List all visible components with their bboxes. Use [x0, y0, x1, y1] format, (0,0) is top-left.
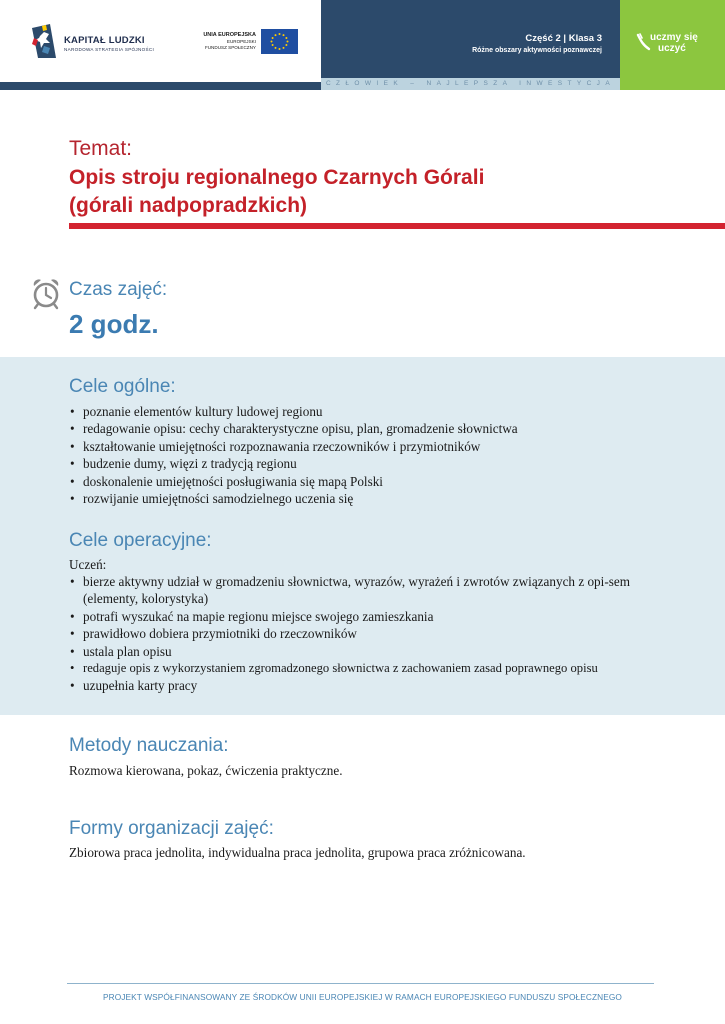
duration-label: Czas zajęć: — [69, 279, 168, 300]
eu-label-line3: FUNDUSZ SPOŁECZNY — [204, 45, 256, 50]
list-item: • redagowanie opisu: cechy charakterystyczne opisu, plan, gromadzenie słownictwa — [69, 420, 518, 437]
footer-divider — [67, 983, 654, 984]
eu-label-line2: EUROPEJSKI — [226, 39, 256, 44]
uczmy-sie-uczyc-logo — [636, 32, 716, 58]
brand-line2: uczyć — [658, 43, 686, 54]
page-header — [0, 0, 725, 90]
kapital-ludzki-logo-icon — [30, 22, 60, 60]
brand-line1: uczmy się — [650, 32, 698, 43]
alarm-clock-icon — [31, 277, 61, 310]
topic-label: Temat: — [69, 137, 133, 160]
list-item: • rozwijanie umiejętności samodzielnego uczenia się — [69, 490, 518, 507]
general-goals-list — [69, 403, 518, 507]
general-goals-heading: Cele ogólne: — [69, 376, 176, 397]
header-tagline: CZŁOWIEK – NAJLEPSZA INWESTYCJA — [321, 78, 620, 90]
operational-goals-list — [69, 573, 659, 695]
footer-text: PROJEKT WSPÓŁFINANSOWANY ZE ŚRODKÓW UNII EUROPEJSKIEJ W RAMACH EUROPEJSKIEGO FUNDUSZU SPOŁECZNEGO — [103, 992, 622, 1002]
eu-flag-icon — [261, 29, 298, 54]
list-item: • redaguje opis z wykorzystaniem zgromadzonego słownictwa z zachowaniem zasad poprawnego opisu — [69, 660, 659, 677]
areas-label: Różne obszary aktywności poznawczej — [472, 47, 602, 54]
header-left-bar — [0, 82, 321, 90]
topic-title — [69, 164, 484, 220]
list-item: • bierze aktywny udział w gromadzeniu słownictwa, wyrazów, wyrażeń i zwrotów związanych z opi-sem (elementy, kolorystyka) — [69, 573, 659, 608]
list-item: • potrafi wyszukać na mapie regionu miejsce swojego zamieszkania — [69, 608, 659, 625]
part-class-label: Część 2 | Klasa 3 — [525, 33, 602, 44]
forms-heading: Formy organizacji zajęć: — [69, 818, 274, 839]
list-item: • uzupełnia karty pracy — [69, 677, 659, 694]
list-item: • budzenie dumy, więzi z tradycją regionu — [69, 455, 518, 472]
kapital-ludzki-subtitle: NARODOWA STRATEGIA SPÓJNOŚCI — [64, 47, 155, 52]
kapital-ludzki-title: KAPITAŁ LUDZKI — [64, 35, 145, 46]
duration-value: 2 godz. — [69, 309, 159, 339]
operational-goals-intro: Uczeń: — [69, 557, 107, 572]
forms-text: Zbiorowa praca jednolita, indywidualna praca jednolita, grupowa praca zróżnicowana. — [69, 845, 526, 860]
operational-goals-heading: Cele operacyjne: — [69, 530, 212, 551]
list-item: • kształtowanie umiejętności rozpoznawania rzeczowników i przymiotników — [69, 438, 518, 455]
topic-divider — [69, 223, 725, 229]
topic-title-line1: Opis stroju regionalnego Czarnych Górali — [69, 166, 485, 189]
eu-label — [190, 31, 256, 51]
list-item: • doskonalenie umiejętności posługiwania się mapą Polski — [69, 473, 518, 490]
methods-heading: Metody nauczania: — [69, 735, 229, 756]
eu-label-line1: UNIA EUROPEJSKA — [203, 32, 256, 38]
list-item: • prawidłowo dobiera przymiotniki do rzeczowników — [69, 625, 659, 642]
list-item: • ustala plan opisu — [69, 643, 659, 660]
list-item: • poznanie elementów kultury ludowej regionu — [69, 403, 518, 420]
methods-text: Rozmowa kierowana, pokaz, ćwiczenia praktyczne. — [69, 763, 343, 778]
topic-title-line2: (górali nadpopradzkich) — [69, 194, 308, 217]
